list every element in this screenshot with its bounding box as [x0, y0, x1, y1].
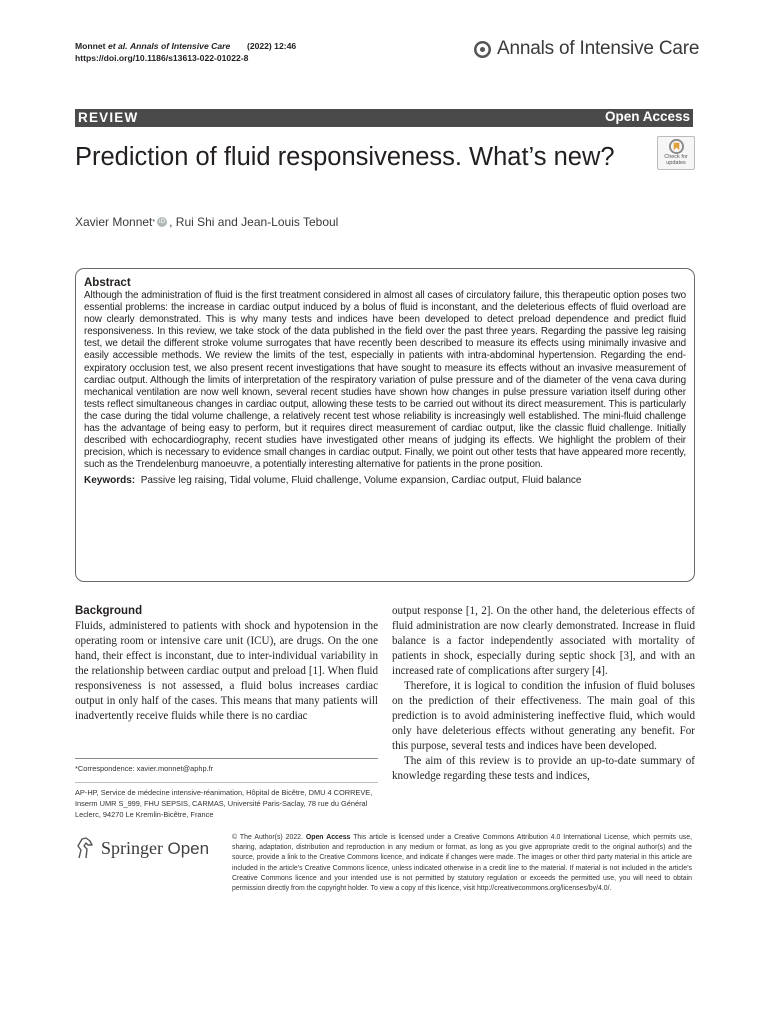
citation-header — [75, 40, 296, 64]
license-copyright: © The Author(s) 2022. — [232, 834, 303, 841]
license-body: This article is licensed under a Creative Commons Attribution 4.0 International License, which permits use, sharing, adaptation, distribution and reproduction in any medium or format, as long as you give appropriate credit to the original author(s) and the source, provide a link to the Creative Commons licence, and indicate if changes were made. The images or other third party material in this article are included in the article’s Creative Commons licence, unless indicated otherwise in a credit line to the material. If material is not included in the article’s Creative Commons licence and your intended use is not permitted by statutory regulation or exceeds the permitted use, you will need to obtain permission directly from the copyright holder. To view a copy of this licence, visit http://creativecommons.org/licenses/by/4.0/. — [232, 834, 692, 893]
open-access-label: Open Access — [604, 109, 690, 124]
affiliation: AP-HP, Service de médecine intensive-réanimation, Hôpital de Bicêtre, DMU 4 CORREVE, Inserm UMR S_999, FHU SEPSIS, CARMAS, Université Paris-Saclay, 78 rue du Général Leclerc, 94270 Le Kremlin-Bicêtre, France — [75, 788, 373, 819]
author-list — [75, 215, 338, 229]
keywords-label: Keywords: — [84, 475, 136, 487]
author-rest: , Rui Shi and Jean-Louis Teboul — [169, 215, 339, 229]
correspondence[interactable]: *Correspondence: xavier.monnet@aphp.fr — [75, 763, 378, 783]
journal-brand — [474, 38, 699, 60]
body-column-left — [75, 604, 378, 724]
journal-logo-icon — [474, 41, 491, 58]
citation-volume: (2022) 12:46 — [246, 41, 297, 51]
citation-journal: Annals of Intensive Care — [129, 41, 231, 51]
author-first[interactable]: Xavier Monnet — [75, 215, 153, 229]
body-column-right — [392, 604, 695, 784]
publisher-name — [101, 838, 209, 859]
article-title: Prediction of fluid responsiveness. What’s new? — [75, 143, 615, 171]
check-updates-icon — [667, 139, 686, 154]
citation-etal: et al. — [107, 41, 128, 51]
article-type-bar — [75, 109, 693, 127]
journal-name: Annals of Intensive Care — [497, 38, 700, 59]
orcid-icon[interactable]: iD — [159, 218, 166, 225]
body-paragraph: The aim of this review is to provide an up-to-date summary of knowledge regarding these tests and indices, — [392, 755, 695, 782]
keywords — [84, 474, 686, 487]
article-type: REVIEW — [78, 110, 139, 125]
license-text — [232, 833, 692, 894]
abstract-heading: Abstract — [84, 277, 131, 289]
keywords-list: Passive leg raising, Tidal volume, Fluid challenge, Volume expansion, Cardiac output, Fluid balance — [140, 475, 582, 487]
abstract-text: Although the administration of fluid is the first treatment considered in almost all cases of circulatory failure, this therapeutic option poses two essential problems: the increase in cardiac output induced by a bolus of fluid is inconstant, and the deleterious effects of fluid overload are now clearly demonstrated. This is why many tests and indices have been developed to detect preload dependence and predict fluid responsiveness. In this review, we take stock of the data published in the field over the past three years. Regarding the passive leg raising test, we detail the different stroke volume surrogates that have recently been described to measure its effects using minimally invasive and easily accessible methods. We review the limits of the test, especially in patients with intra-abdominal hypertension. Regarding the end-expiratory occlusion test, we also present recent investigations that have sought to measure its effects without an invasive measurement of cardiac output. Although the limits of interpretation of the respiratory variation of pulse pressure and of the diameter of the vena cava during mechanical ventilation are now well known, several recent studies have shown how changes in pulse pressure variation itself during other tests reflect simultaneous changes in cardiac output, allowing these tests to be carried out without its direct measurement. This is particularly the case during the tidal volume challenge, a relatively recent test whose reliability is increasingly well established. The mini-fluid challenge has the advantage of being easy to perform, but it requires direct measurement of cardiac output, like the classic fluid challenge. Initially described with echocardiography, recent studies have investigated other means of judging its effects. We highlight the problem of their precision, which is necessary to evidence small changes in cardiac output. Finally, we point out other tests that have appeared more recently, such as the Trendelenburg manoeuvre, a potentially interesting alternative for patients in the prone position. — [84, 290, 686, 471]
body-paragraph: Fluids, administered to patients with shock and hypotension in the operating room or intensive care unit (ICU), are drugs. On the one hand, their effect is inconstant, due to inter-individual variability in the relationship between cardiac output and preload [1]. When fluid responsiveness is not assessed, a fluid bolus increases cardiac output in only half of the cases. This means that many patients will inadvertently receive fluids while there is no cardiac — [75, 620, 378, 722]
footnotes — [75, 758, 378, 820]
footnote-rule — [75, 758, 378, 759]
publisher-logo — [75, 836, 209, 860]
doi-link[interactable]: https://doi.org/10.1186/s13613-022-01022-8 — [75, 53, 249, 63]
section-heading-background: Background — [75, 605, 143, 617]
abstract-box — [75, 268, 695, 582]
body-paragraph: Therefore, it is logical to condition the infusion of fluid boluses on the prediction of their effectiveness. The main goal of this prediction is to avoid administering ineffective fluid, which would only have deleterious effects without generating any benefit. For this purpose, several tests and indices have been developed. — [392, 680, 695, 752]
license-open-access: Open Access — [305, 834, 351, 841]
springer-horse-icon — [75, 836, 95, 860]
body-paragraph: output response [1, 2]. On the other hand, the deleterious effects of fluid administration are now clearly demonstrated. Increase in fluid balance is a factor independently associated with mortality of patients in shock, especially during septic shock [3], and with an increased rate of complications after surgery [4]. — [392, 605, 695, 677]
check-for-updates-button[interactable] — [657, 136, 695, 170]
check-updates-line1: Check for — [664, 154, 688, 160]
publisher-name-main: Springer — [101, 837, 163, 858]
citation-authors: Monnet — [75, 41, 106, 51]
corresponding-mark: * — [152, 218, 156, 226]
check-updates-line2: updates — [666, 160, 686, 166]
publisher-name-suffix: Open — [167, 838, 210, 858]
